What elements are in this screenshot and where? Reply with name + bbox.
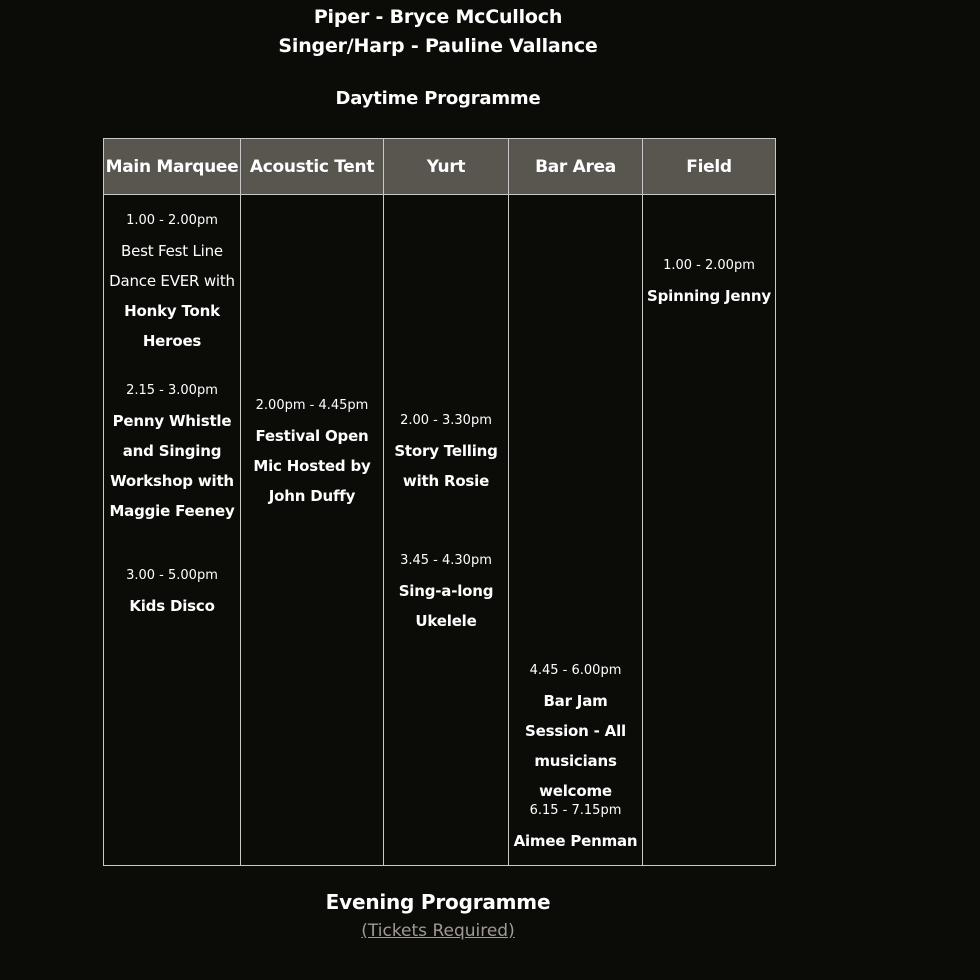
slot-time: 3.00 - 5.00pm [126,568,218,583]
slot-act: Aimee Penman [513,832,638,850]
schedule-slot [388,546,504,636]
slot-act: Bar Jam Session - All musicians welcome [525,692,626,800]
slot-time: 2.00 - 3.30pm [400,413,492,428]
schedule-slot [108,376,236,526]
slot-act: Story Telling with Rosie [394,442,498,490]
slot-time: 3.45 - 4.30pm [400,553,492,568]
column-header-field: Field [643,139,776,195]
slot-act: Kids Disco [129,597,215,615]
tickets-link-wrapper [0,921,876,941]
yurt-column [384,195,509,866]
slot-time: 4.45 - 6.00pm [529,663,622,678]
tickets-required-link[interactable]: (Tickets Required) [361,921,515,941]
column-header-acoustic-tent: Acoustic Tent [241,139,384,195]
schedule-slot [108,561,236,621]
slot-act: Spinning Jenny [647,287,771,305]
schedule-slot [513,656,638,806]
schedule-slot [108,206,236,356]
slot-time: 6.15 - 7.15pm [529,803,622,818]
schedule-slot [647,251,771,311]
slot-time: 2.00pm - 4.45pm [255,398,369,413]
main-marquee-column [104,195,241,866]
performer-singer-harp: Singer/Harp - Pauline Vallance [278,35,598,57]
slot-act: Penny Whistle and Singing Workshop with Maggie Feeney [109,412,235,520]
evening-programme-title: Evening Programme [325,890,551,914]
column-header-main-marquee: Main Marquee [104,139,241,195]
daytime-schedule-table [103,138,776,866]
slot-time: 1.00 - 2.00pm [126,213,218,228]
schedule-slot [513,796,638,856]
column-header-yurt: Yurt [384,139,509,195]
slot-act: Festival Open Mic Hosted by John Duffy [253,427,371,505]
field-column [643,195,776,866]
column-header-bar-area: Bar Area [509,139,643,195]
bar-area-column [509,195,643,866]
slot-act: Sing-a-long Ukelele [398,582,494,630]
schedule-body-row [104,195,776,866]
slot-act-intro: Best Fest Line Dance EVER with [109,242,235,290]
schedule-header-row [104,139,776,195]
schedule-slot [388,406,504,496]
acoustic-tent-column [241,195,384,866]
daytime-programme-title: Daytime Programme [335,88,541,109]
slot-time: 1.00 - 2.00pm [663,258,755,273]
schedule-slot [251,391,373,511]
slot-act: Honky Tonk Heroes [124,302,220,350]
performer-piper: Piper - Bryce McCulloch [313,6,563,28]
slot-time: 2.15 - 3.00pm [126,383,218,398]
